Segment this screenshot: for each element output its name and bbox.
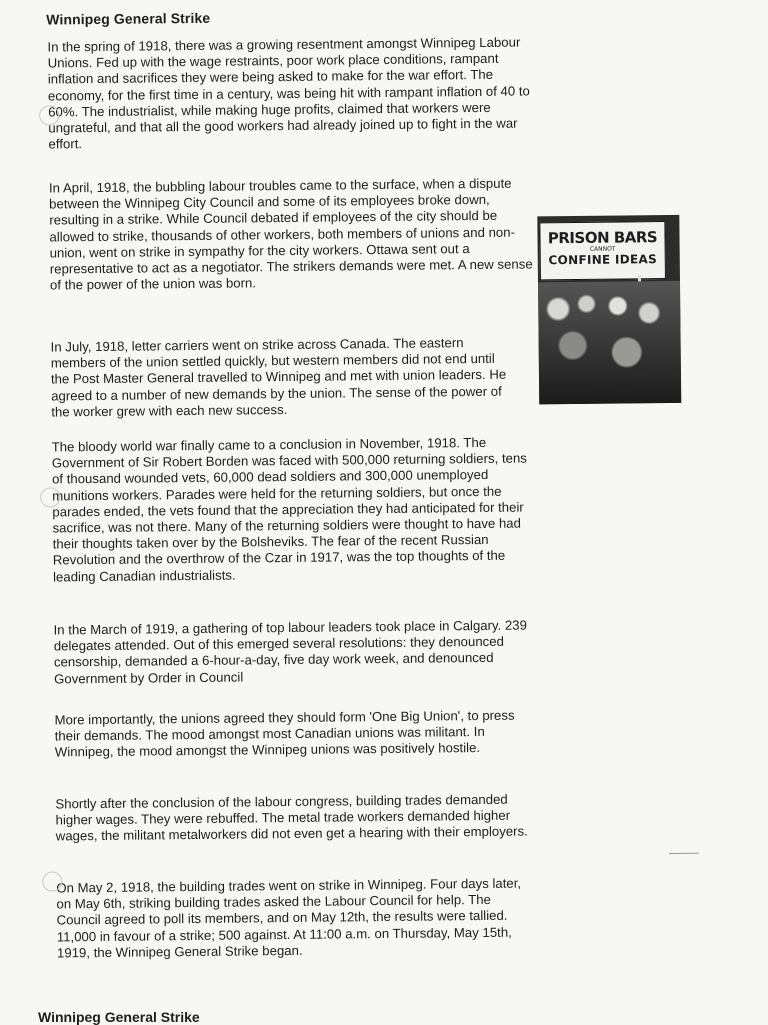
- paragraph-calgary-1919: In the March of 1919, a gathering of top labour leaders took place in Calgary. 239 delegates attended. Out of this emerged several resolutions: they denounced censorship, demanded a 6-hour-a-day, five day work week, and denounced Government by Order in Council: [53, 617, 527, 687]
- paragraph-july-1918: In July, 1918, letter carriers went on strike across Canada. The eastern members of the union settled quickly, but western members did not end until the Post Master General travelled to Winnipeg and met with union leaders. He agreed to a number of new demands by the union. The sense of the power of the worker grew with each new success.: [50, 335, 507, 420]
- paragraph-one-big-union: More importantly, the unions agreed they should form 'One Big Union', to press their demands. The mood amongst most Canadian unions was militant. In Winnipeg, the mood amongst the Winnipeg unions was positively hostile.: [54, 707, 515, 760]
- hole-punch-mark: [40, 487, 60, 507]
- paragraph-spring-1918: In the spring of 1918, there was a growing resentment amongst Winnipeg Labour Unions. Fed up with the wage restraints, poor work place conditions, rampant inflation and sacrifices they were being asked to make for the war effort. The economy, for the first time in a century, was being hit with rampant inflation of 40 to 60%. The industrialist, while making huge profits, claimed that workers were ungrateful, and that all the good workers had already joined up to fight in the war effort.: [47, 34, 530, 152]
- sign-line-1: PRISON BARS: [547, 228, 658, 248]
- footer-title: Winnipeg General Strike: [38, 1009, 200, 1025]
- hole-punch-mark: [39, 105, 59, 125]
- paragraph-strike-begins: On May 2, 1918, the building trades went on strike in Winnipeg. Four days later, on May 6th, striking building trades asked the Labour Council for help. The Council agreed to poll its members, and on May 12th, the results were tallied. 11,000 in favour of a strike; 500 against. At 11:00 a.m. on Thursday, May 15th, 1919, the Winnipeg General Strike began.: [56, 875, 522, 961]
- crowd-image: [538, 281, 681, 404]
- protest-photo: [537, 215, 681, 404]
- paragraph-april-1918: In April, 1918, the bubbling labour troubles came to the surface, when a dispute between the Winnipeg City Council and some of its employees broke down, resulting in a strike. While Council debated if employees of the city should be allowed to strike, thousands of other workers, both members of unions and non-union, went on strike in sympathy for the city workers. Ottawa sent out a representative to act as a negotiator. The strikers demands were met. A new sense of the power of the union was born.: [48, 175, 533, 293]
- page-title: Winnipeg General Strike: [46, 9, 211, 28]
- paragraph-labour-congress: Shortly after the conclusion of the labour congress, building trades demanded higher wages. They were rebuffed. The metal trade workers demanded higher wages, the militant metalworkers did not even get a hearing with their employers.: [55, 791, 528, 844]
- paragraph-war-end: The bloody world war finally came to a conclusion in November, 1918. The Government of Sir Robert Borden was faced with 500,000 returning soldiers, tens of thousand wounded vets, 60,000 dead soldiers and 300,000 unemployed munitions workers. Parades were held for the returning soldiers, but once the parades ended, the vets found that the appreciation they had anticipated for their sacrifice, was not there. Many of the returning soldiers were thought to have had their thoughts taken over by the Bolsheviks. The fear of the recent Russian Revolution and the overthrow of the Czar in 1917, was the top thoughts of the leading Canadian industrialists.: [51, 434, 527, 585]
- sign-line-2: CANNOT: [589, 245, 616, 253]
- hole-punch-mark: [42, 871, 62, 891]
- sign-line-3: CONFINE IDEAS: [548, 252, 658, 268]
- protest-sign: [539, 221, 666, 280]
- scan-speck: [669, 853, 699, 854]
